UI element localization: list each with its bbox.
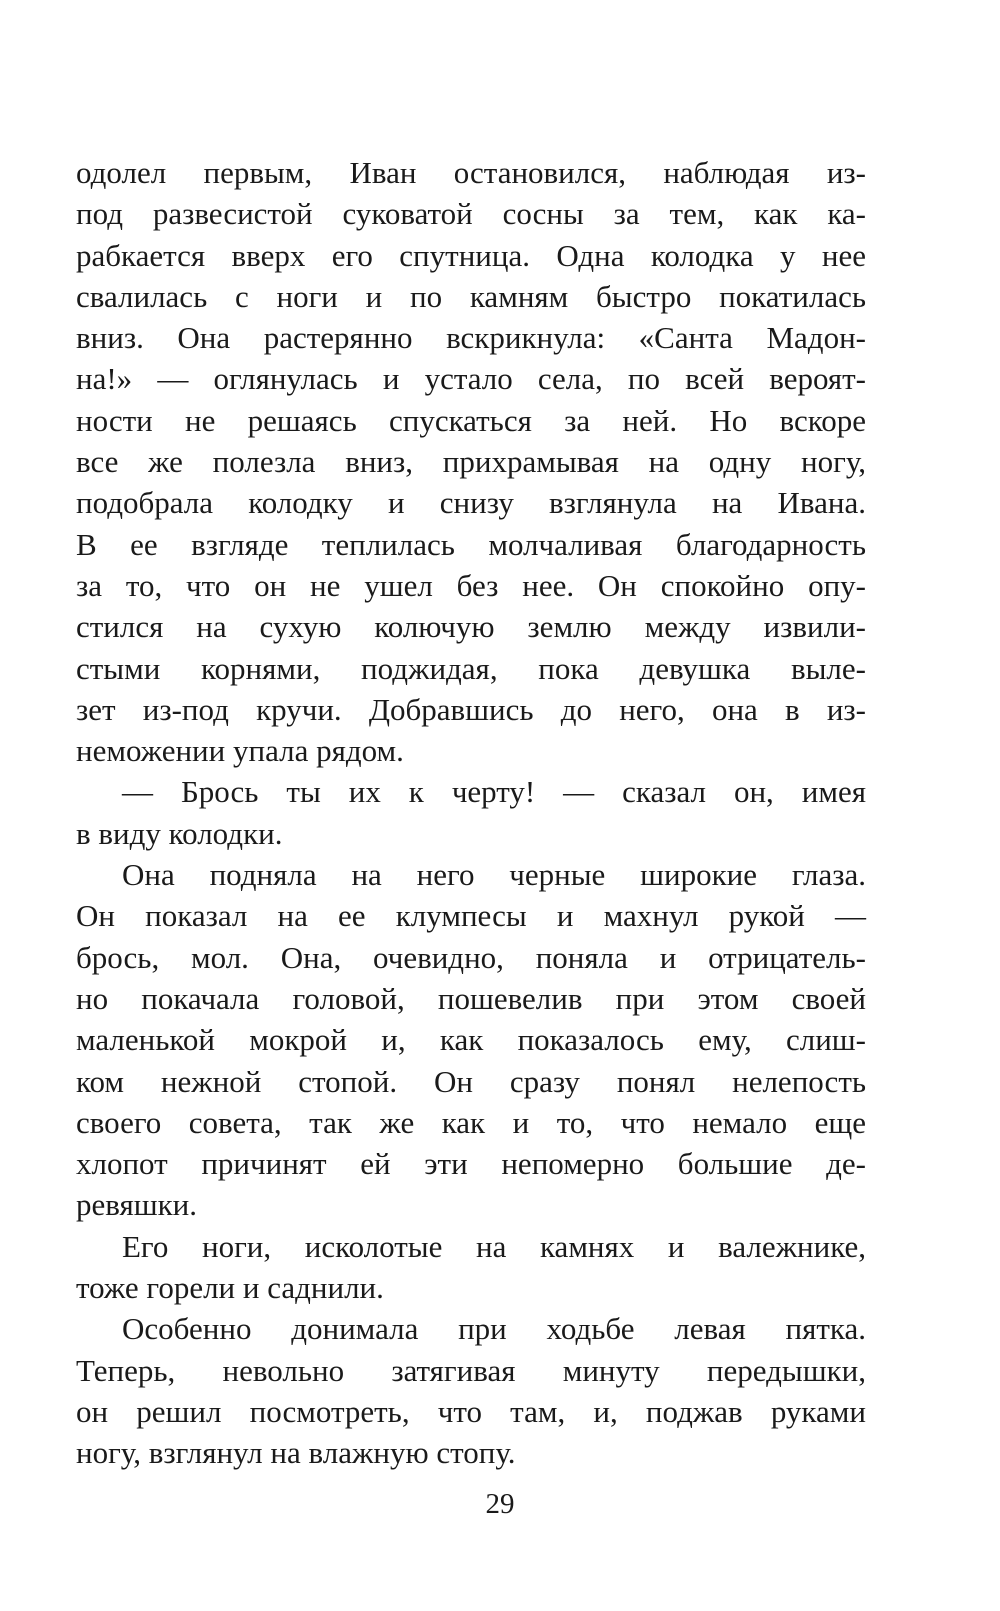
text-line: ногу, взглянул на влажную стопу. xyxy=(76,1435,516,1471)
text-line: за то, что он не ушел без нее. Он спокойно опу- xyxy=(76,567,866,603)
text-line: зет из-под кручи. Добравшись до него, она в из- xyxy=(76,691,866,727)
text-line: неможении упала рядом. xyxy=(76,733,404,769)
text-line: на!» — оглянулась и устало села, по всей вероят- xyxy=(76,361,866,397)
text-line: одолел первым, Иван остановился, наблюдая из- xyxy=(76,155,866,190)
text-line: Особенно донимала при ходьбе левая пятка. xyxy=(122,1311,866,1347)
text-line: подобрала колодку и снизу взглянула на Ивана. xyxy=(76,485,866,521)
text-line: все же полезла вниз, прихрамывая на одну ногу, xyxy=(76,444,866,480)
text-line: но покачала головой, пошевелив при этом своей xyxy=(76,980,866,1016)
text-line: он решил посмотреть, что там, и, поджав руками xyxy=(76,1393,866,1429)
text-line: Теперь, невольно затягивая минуту передышки, xyxy=(76,1352,866,1388)
text-line: под развесистой суковатой сосны за тем, как ка- xyxy=(76,196,866,232)
text-line: — Брось ты их к черту! — сказал он, имея xyxy=(122,774,866,810)
text-line: Он показал на ее клумпесы и махнул рукой — xyxy=(76,898,866,934)
text-line: ревяшки. xyxy=(76,1187,198,1223)
page-number: 29 xyxy=(485,1488,515,1520)
text-line: стился на сухую колючую землю между извили- xyxy=(76,609,866,645)
text-line: своего совета, так же как и то, что немало еще xyxy=(76,1104,866,1140)
text-line: брось, мол. Она, очевидно, поняла и отрицатель- xyxy=(76,939,866,975)
text-line: вниз. Она растерянно вскрикнула: «Санта Мадон- xyxy=(76,320,866,356)
text-line: Его ноги, исколотые на камнях и валежнике, xyxy=(122,1228,866,1264)
text-line: ком нежной стопой. Он сразу понял нелепость xyxy=(76,1063,866,1099)
text-line: рабкается вверх его спутница. Одна колодка у нее xyxy=(76,237,866,273)
text-line: хлопот причинят ей эти непомерно большие де- xyxy=(76,1146,866,1182)
text-line: Она подняла на него черные широкие глаза. xyxy=(122,857,866,893)
page-body-text xyxy=(76,152,866,1474)
text-line: В ее взгляде теплилась молчаливая благодарность xyxy=(76,526,866,562)
text-line: маленькой мокрой и, как показалось ему, слиш- xyxy=(76,1022,866,1058)
text-line: тоже горели и саднили. xyxy=(76,1270,384,1306)
text-line: свалилась с ноги и по камням быстро покатилась xyxy=(76,278,866,314)
text-line: стыми корнями, поджидая, пока девушка выле- xyxy=(76,650,866,686)
text-line: ности не решаясь спускаться за ней. Но вскоре xyxy=(76,402,866,438)
text-line: в виду колодки. xyxy=(76,815,283,851)
